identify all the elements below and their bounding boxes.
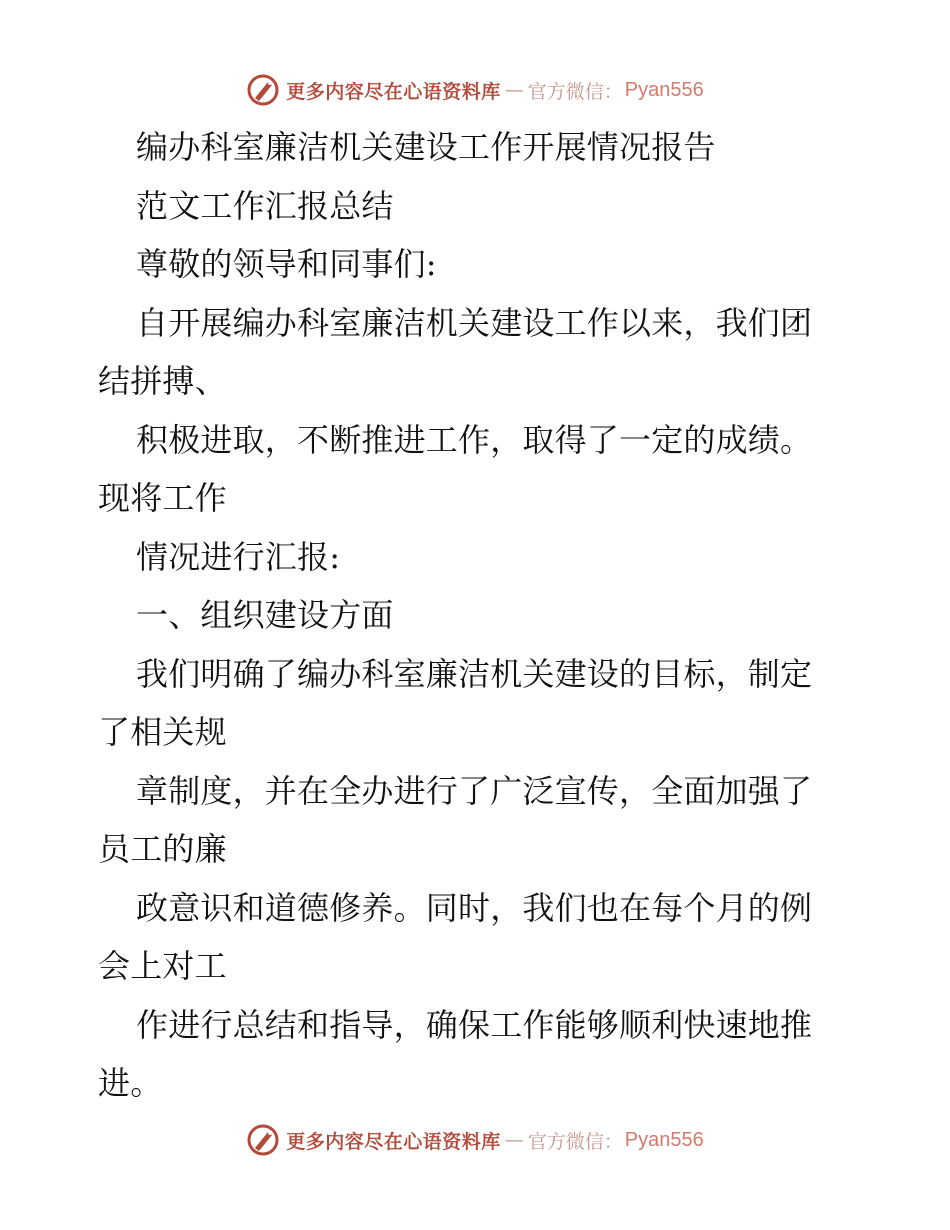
document-body xyxy=(98,118,858,1113)
doc-paragraph-line: 章制度，并在全办进行了广泛宣传，全面加强了 xyxy=(136,771,813,810)
doc-paragraph-line: 我们明确了编办科室廉洁机关建设的目标，制定 xyxy=(136,654,813,693)
doc-section-heading: 一、组织建设方面 xyxy=(136,596,394,634)
banner-label: 官方微信： xyxy=(527,1130,623,1153)
doc-paragraph-line: 情况进行汇报: xyxy=(136,537,341,576)
doc-title-line: 编办科室廉洁机关建设工作开展情况报告 xyxy=(136,128,716,166)
footer-banner xyxy=(0,1120,950,1160)
pen-circle-logo-icon xyxy=(246,73,280,107)
doc-paragraph-line: 作进行总结和指导，确保工作能够顺利快速地推 xyxy=(136,1005,813,1044)
banner-wechat-handle: Pyan556 xyxy=(624,78,704,101)
pen-circle-logo-icon xyxy=(246,1123,280,1157)
banner-brand: 更多内容尽在心语资料库 xyxy=(286,80,501,103)
banner-brand: 更多内容尽在心语资料库 xyxy=(286,1130,501,1153)
doc-paragraph-line: 政意识和道德修养。同时，我们也在每个月的例 xyxy=(136,888,813,927)
doc-paragraph-line: 现将工作 xyxy=(98,479,227,517)
banner-wechat-handle: Pyan556 xyxy=(624,1128,704,1151)
doc-paragraph-line: 会上对工 xyxy=(98,947,227,985)
doc-subtitle-line: 范文工作汇报总结 xyxy=(136,186,394,225)
doc-paragraph-line: 员工的廉 xyxy=(98,830,227,868)
doc-paragraph-line: 积极进取，不断推进工作，取得了一定的成绩。 xyxy=(136,420,813,459)
banner-separator: — xyxy=(504,79,524,101)
banner-separator: — xyxy=(504,1129,524,1151)
header-banner xyxy=(0,70,950,110)
doc-salutation: 尊敬的领导和同事们: xyxy=(136,245,437,283)
doc-paragraph-line: 了相关规 xyxy=(98,713,227,751)
banner-label: 官方微信： xyxy=(527,80,623,103)
doc-paragraph-line: 结拼搏、 xyxy=(98,362,227,400)
doc-paragraph-line: 自开展编办科室廉洁机关建设工作以来，我们团 xyxy=(136,303,813,342)
doc-paragraph-line: 进。 xyxy=(98,1064,163,1102)
